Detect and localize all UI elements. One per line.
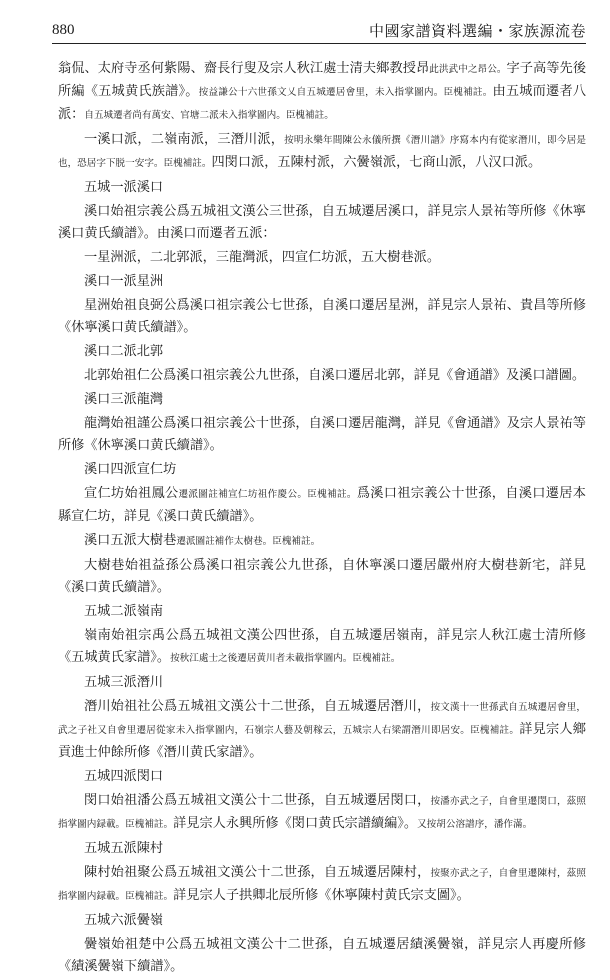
section-heading (58, 838, 586, 860)
paragraph (58, 247, 586, 269)
text-run: 詳見宗人鄉貢進士仲餘所修《潛川黄氏家譜》。 (58, 722, 586, 760)
section-heading (58, 389, 586, 411)
text-run: 宣仁坊始祖鳳公 (84, 486, 179, 501)
paragraph (58, 295, 586, 339)
text-run: 五城四派閔口 (84, 769, 164, 784)
text-run: 嶺南始祖宗禹公爲五城祖文漢公四世孫，自五城遷居嶺南，詳見宗人秋江處士清所修《五城黄氏家譜》。 (58, 628, 586, 665)
text-run: 五城三派潛川 (84, 675, 164, 690)
text-run: 一星洲派，二北郭派，三龍灣派，四宣仁坊派，五大樹巷派。 (84, 250, 441, 265)
section-heading (58, 177, 586, 199)
text-run: 詳見宗人永興所修《閔口黄氏宗譜續編》。 (173, 816, 418, 831)
text-run: 字子高等先後所編《五城黄氏族譜》。 (58, 61, 587, 99)
text-run: 爲溪口祖宗義公十世孫，自溪口遷居本縣宣仁坊，詳見《溪口黄氏續譜》。 (58, 486, 586, 524)
annotation-note: 按明永樂年間陳公永儀所撰《潛川譜》序寫本内有從家潛川，即今居是也，恐居字下脱一安字。臣槐補註。 (58, 135, 587, 169)
text-run: 溪口一派星洲 (84, 274, 164, 289)
text-run: 溪口五派大樹巷 (84, 533, 177, 548)
annotation-note: 按文漢十一世孫武自五城遷居會里，武之子社又自會里遷居從家未入指掌圖内，石嶺宗人藝及朝稼云，五城宗人右梁謂潛川即居安。臣槐補註。 (58, 702, 587, 736)
paragraph (58, 58, 586, 127)
text-run: 由五城而遷者八派： (58, 84, 587, 122)
text-run: 五城六派黌嶺 (84, 913, 164, 928)
text-run: 翁侃、太府寺丞何紫陽、齋長行叟及宗人秋江處士清夫鄉教授昂 (58, 61, 430, 76)
text-run: 龍灣始祖謹公爲溪口祖宗義公十世孫，自溪口遷居龍灣，詳見《會通譜》及宗人景祐等所修《休寧溪口黄氏續譜》。 (58, 416, 586, 453)
paragraph (58, 555, 586, 599)
paragraph (58, 790, 586, 836)
paragraph (58, 862, 586, 908)
text-run: 黌嶺始祖楚中公爲五城祖文漢公十二世孫，自五城遷居績溪黌嶺，詳見宗人再慶所修《績溪黌嶺下續譜》。 (58, 937, 586, 974)
text-run: 溪口四派宣仁坊 (84, 462, 177, 477)
text-run: 潛川始祖社公爲五城祖文漢公十二世孫，自五城遷居潛川， (84, 699, 431, 714)
paragraph (58, 625, 586, 670)
annotation-note: 此洪武中之昂公。 (429, 64, 507, 75)
section-heading (58, 601, 586, 623)
header-rule (52, 43, 586, 44)
text-run: 五城五派陳村 (84, 841, 164, 856)
annotation-note: 自五城遷者尚有萬安、官塘二派未入指掌圖内。臣槐補註。 (84, 110, 334, 121)
annotation-note: 按益謙公十六世孫文乂自五城遷居會里，未入指掌圖内。臣槐補註。 (198, 87, 493, 98)
text-run: 詳見宗人子拱卿北辰所修《休寧陳村黄氏宗支圖》。 (173, 888, 470, 903)
annotation-note: 按聚亦武之子，自會里遷陳村，茲照指掌圖内録載。臣槐補註。 (58, 868, 587, 902)
section-heading (58, 271, 586, 293)
text-run: 四閔口派，五陳村派，六黌嶺派，七商山派，八汉口派。 (211, 155, 542, 170)
paragraph (58, 934, 586, 978)
text-run: 星洲始祖良弼公爲溪口祖宗義公七世孫，自溪口遷居星洲，詳見宗人景祐、貴昌等所修《休寧溪口黄氏續譜》。 (58, 298, 586, 335)
text-run: 一溪口派，二嶺南派，三潛川派， (84, 132, 285, 147)
paragraph (58, 413, 586, 457)
text-run: 五城二派嶺南 (84, 604, 164, 619)
section-heading (58, 459, 586, 481)
section-heading (58, 766, 586, 788)
body-text (58, 58, 586, 980)
paragraph (58, 201, 586, 245)
text-run: 溪口三派龍灣 (84, 392, 164, 407)
text-run: 五城一派溪口 (84, 180, 164, 195)
text-run: 溪口始祖宗義公爲五城祖文漢公三世孫，自五城遷居溪口，詳見宗人景祐等所修《休寧溪口黄氏續譜》。由溪口而遷者五派： (58, 204, 586, 241)
annotation-note: 遷派圖註補宣仁坊祖作慶公。臣槐補註。 (178, 489, 357, 500)
paragraph (58, 365, 586, 387)
annotation-note: 又按胡公溶譜序，潘作滿。 (417, 819, 533, 830)
text-run: 大樹巷始祖益孫公爲溪口祖宗義公九世孫，自休寧溪口遷居嚴州府大樹巷新宅，詳見《溪口黄氏續譜》。 (58, 558, 586, 595)
book-title: 中國家譜資料選編・家族源流卷 (368, 22, 586, 40)
paragraph (58, 483, 586, 528)
paragraph (58, 696, 586, 764)
section-heading (58, 672, 586, 694)
page-number: 880 (52, 22, 75, 38)
annotation-note: 遷派圖註補作太樹巷。臣槐補註。 (176, 536, 321, 547)
text-run: 陳村始祖聚公爲五城祖文漢公十二世孫，自五城遷居陳村， (84, 865, 431, 880)
page-header (52, 16, 586, 42)
paragraph (58, 129, 586, 175)
text-run: 北郭始祖仁公爲溪口祖宗義公九世孫，自溪口遷居北郭，詳見《會通譜》及溪口譜圖。 (84, 368, 586, 383)
section-heading (58, 341, 586, 363)
text-run: 溪口二派北郭 (84, 344, 164, 359)
text-run: 閔口始祖潘公爲五城祖文漢公十二世孫，自五城遷居閔口， (84, 793, 431, 808)
section-heading (58, 910, 586, 932)
annotation-note: 按潘亦武之子，自會里遷閔口，茲照指掌圖内録載。臣槐補註。 (58, 796, 587, 830)
section-heading (58, 530, 586, 553)
annotation-note: 按秋江處士之後遷居黄川者未載指掌圖内。臣槐補註。 (170, 653, 401, 664)
